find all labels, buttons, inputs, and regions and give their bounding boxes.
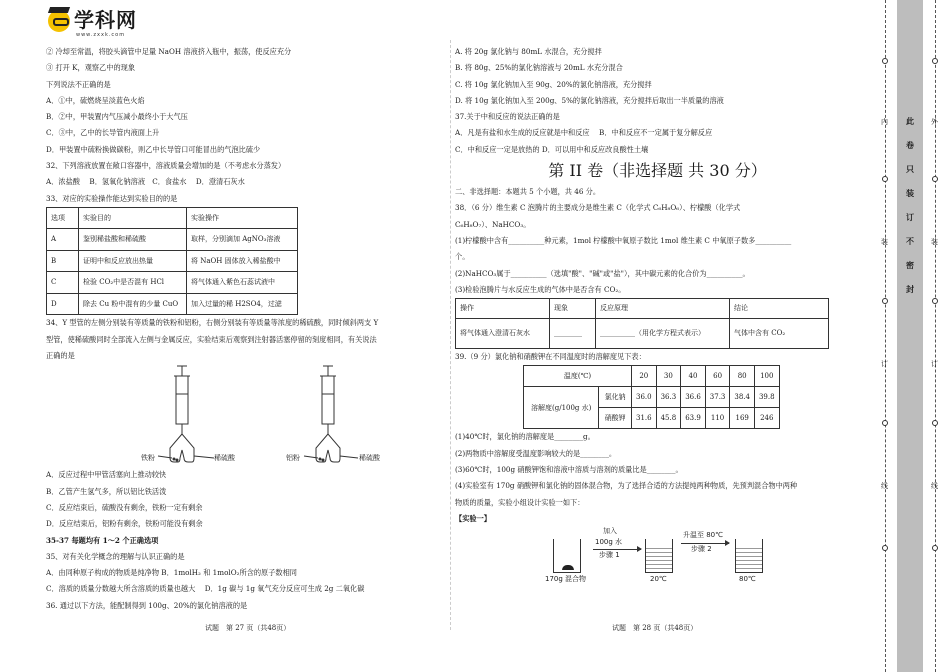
table-cell: 246 — [754, 408, 779, 429]
table-cell: __________（用化学方程式表示） — [596, 319, 730, 349]
inner-label: 订 — [881, 360, 888, 368]
logo-name: 学科网 — [74, 8, 137, 32]
text-line: 型管，使稀硫酸同时全部流入左侧与金属反应，实验结束后观察到注射器活塞停留的刻度相同，有关说法 — [46, 334, 377, 344]
inner-label: 内 — [881, 118, 888, 126]
water-fill — [736, 548, 762, 572]
table-cell: 加入过量的稀 H2SO4，过滤 — [187, 293, 298, 315]
iron-powder-label: 铁粉 — [141, 454, 155, 463]
text-line: 32、下列溶液放置在敞口容器中，溶液质量会增加的是（不考虑水分蒸发） — [46, 161, 286, 171]
text-line: C．溶质的质量分数越大所含溶质的质量也越大 D．1g 碳与 1g 氧气充分反应可生成 2g 二氧化碳 — [46, 584, 365, 594]
table-cell: 将 NaOH 固体放入稀盐酸中 — [187, 250, 298, 272]
table-cell: 20 — [632, 366, 657, 387]
text-line: A．浓盐酸 B．氢氧化钠溶液 C．食盐水 D．澄清石灰水 — [46, 177, 245, 187]
text-line: (3)60℃时，100g 硝酸钾饱和溶液中溶质与溶剂的质量比是________。 — [455, 465, 683, 475]
text-line: A．由同种原子构成的物质是纯净物 B．1molH₂ 和 1molO₂所含的原子数相同 — [46, 568, 297, 578]
text-line: C．反应结束后，硫酸没有剩余，铁粉一定有剩余 — [46, 502, 203, 512]
step1-label: 步骤 1 — [599, 551, 620, 560]
text-line: D．反应结束后，铝粉有剩余，铁粉可能没有剩余 — [46, 519, 203, 529]
table-cell: 60 — [705, 366, 730, 387]
table-cell: C — [47, 272, 79, 294]
right-column — [455, 44, 860, 587]
mixture-label: 170g 混合物 — [545, 575, 587, 584]
table-cell: B — [47, 250, 79, 272]
logo-url: www.zxxk.com — [76, 32, 126, 38]
text-line: (4)实验室有 170g 硝酸钾和氯化钠的固体混合物，为了选择合适的方法提纯两种物质，先预判混合物中两种 — [455, 481, 798, 491]
table-cell: 36.3 — [656, 387, 681, 408]
text-line: A. 将 20g 氯化钠与 80mL 水混合，充分搅拌 — [455, 47, 602, 56]
outer-binding-line — [935, 0, 936, 672]
beaker-20c — [645, 539, 673, 573]
table-row — [47, 293, 298, 315]
text-line: C．中和反应一定是放热的 D．可以用中和反应改良酸性土壤 — [455, 144, 649, 154]
acid-label: 稀硫酸 — [359, 454, 380, 463]
y-tube-diagram — [46, 364, 446, 467]
table-header: 选项 — [47, 207, 79, 229]
table-cell: 气体中含有 CO₂ — [730, 319, 829, 349]
table-cell: 169 — [730, 408, 755, 429]
table-cell: 45.8 — [656, 408, 681, 429]
water-fill — [646, 548, 672, 572]
text-line: 36. 通过以下方法，能配制得到 100g、20%的氯化钠溶液的是 — [46, 600, 248, 610]
arrowhead-icon — [637, 546, 642, 552]
seal-char: 只 — [906, 164, 914, 174]
table-header: 操作 — [456, 299, 550, 319]
step2-top-label: 升温至 80℃ — [683, 531, 723, 540]
table-cell: 80 — [730, 366, 755, 387]
temp2-label: 80℃ — [739, 575, 756, 584]
seal-char: 此 — [906, 116, 914, 126]
text-line: (1)40℃时，氯化钠的溶解度是________g。 — [455, 432, 595, 442]
table-header: 现象 — [550, 299, 596, 319]
left-column — [46, 44, 446, 614]
table-row — [47, 272, 298, 294]
table-cell: 30 — [656, 366, 681, 387]
text-line: C．③中，乙中的长导管内液面上升 — [46, 128, 160, 138]
table-cell: 取样，分别滴加 AgNO₃溶液 — [187, 229, 298, 251]
inner-label: 线 — [881, 482, 888, 490]
binding-hole-icon — [932, 58, 938, 64]
text-line: 33、对应的实验操作能达到实验目的的是 — [46, 193, 178, 203]
binding-hole-icon — [882, 298, 888, 304]
experiment-figure — [455, 527, 860, 587]
table-cell: 除去 Cu 粉中混有的少量 CuO — [79, 293, 187, 315]
table-cell: 证明中和反应放出热量 — [79, 250, 187, 272]
beaker-80c — [735, 539, 763, 573]
table-cell: 100 — [754, 366, 779, 387]
group-heading: 35-37 每题均有 1～2 个正确选项 — [46, 535, 159, 545]
step2-label: 步骤 2 — [691, 545, 712, 554]
table-row — [524, 366, 780, 387]
text-line: 34、Y 型管的左侧分别装有等质量的铁粉和铝粉，右侧分别装有等质量等浓度的稀硫酸，同时倾斜两支 Y — [46, 318, 379, 328]
table-header: 实验操作 — [187, 207, 298, 229]
table-cell: 39.8 — [754, 387, 779, 408]
seal-char: 装 — [906, 188, 914, 198]
outer-label: 装 — [931, 238, 938, 246]
text-line: B. 将 80g、25%的氯化钠溶液与 20mL 水充分混合 — [455, 63, 623, 73]
table-row — [47, 250, 298, 272]
text-line: (1)柠檬酸中含有__________种元素，1mol 柠檬酸中氧原子数比 1mol 维生素 C 中氧原子数多__________ — [455, 235, 792, 245]
text-line: B．②中，甲装置内气压减小最终小于大气压 — [46, 112, 188, 122]
binding-hole-icon — [882, 420, 888, 426]
text-line: (2)NaHCO₃属于__________（选填"酸"、"碱"或"盐"），其中碳元素的化合价为__________。 — [455, 268, 750, 278]
text-line: B．乙管产生氢气多，所以铝比铁活泼 — [46, 486, 167, 496]
binding-hole-icon — [932, 545, 938, 551]
text-line: D．甲装置中硫粉换做碳粉，则乙中长导管口可能冒出的气泡比硫少 — [46, 144, 261, 154]
table-header: 溶解度(g/100g 水) — [524, 387, 599, 429]
table-cell: 38.4 — [730, 387, 755, 408]
seal-char: 封 — [906, 284, 914, 294]
logo-cap-icon — [48, 10, 70, 32]
seal-char: 密 — [906, 260, 914, 270]
table-cell: 鉴别稀盐酸和稀硫酸 — [79, 229, 187, 251]
binding-hole-icon — [932, 420, 938, 426]
text-line: C. 将 10g 氯化钠加入至 90g、20%的氯化钠溶液，充分搅拌 — [455, 79, 652, 89]
inner-binding-line — [885, 0, 886, 672]
column-divider — [450, 40, 451, 630]
outer-label: 线 — [931, 482, 938, 490]
text-line: A．反应过程中甲管活塞向上推动较快 — [46, 470, 167, 480]
table-row — [47, 229, 298, 251]
temp1-label: 20℃ — [650, 575, 667, 584]
text-line: 39.（9 分）氯化钠和硝酸钾在不同温度时的溶解度见下表： — [455, 352, 646, 362]
text-line: D. 将 10g 氯化钠加入至 200g、5%的氯化钠溶液，充分搅拌后取出一半质量的溶液 — [455, 95, 724, 105]
text-line: (2)两物质中溶解度受温度影响较大的是________。 — [455, 448, 617, 458]
table-cell: 110 — [705, 408, 730, 429]
table-cell: 37.3 — [705, 387, 730, 408]
table-cell: A — [47, 229, 79, 251]
seal-strip — [897, 0, 923, 672]
step1-mid-label: 100g 水 — [595, 538, 623, 547]
text-line: A．①中，硫燃烧呈淡蓝色火焰 — [46, 95, 145, 105]
section-intro: 二、非选择题：本题共 5 个小题，共 46 分。 — [455, 187, 601, 197]
text-line: A．凡是有盐和水生成的反应就是中和反应 B．中和反应不一定属于复分解反应 — [455, 128, 713, 138]
binding-hole-icon — [882, 176, 888, 182]
text-line: (3)检验泡腾片与水反应生成的气体中是否含有 CO₂。 — [455, 284, 626, 294]
solubility-table — [523, 365, 780, 429]
binding-hole-icon — [932, 176, 938, 182]
table-cell: 硝酸钾 — [599, 408, 632, 429]
outer-label: 订 — [931, 360, 938, 368]
q38-table — [455, 298, 829, 349]
table-header-row — [47, 207, 298, 229]
acid-label: 稀硫酸 — [214, 454, 235, 463]
table-header: 结论 — [730, 299, 829, 319]
table-cell: D — [47, 293, 79, 315]
table-header: 反应原理 — [596, 299, 730, 319]
table-cell: 36.6 — [681, 387, 706, 408]
y-tube-apparatus-figure — [46, 364, 446, 467]
binding-hole-icon — [932, 298, 938, 304]
table-cell: 将气体通入澄清石灰水 — [456, 319, 550, 349]
binding-hole-icon — [882, 545, 888, 551]
table-cell: 36.0 — [632, 387, 657, 408]
text-line: 37.关于中和反应的说法正确的是 — [455, 112, 560, 122]
text-line: 35、对有关化学概念的理解与认识正确的是 — [46, 551, 185, 561]
text-line: ③ 打开 K，观察乙中的现象 — [46, 63, 136, 73]
site-logo — [48, 8, 137, 38]
table-cell: 检验 CO₂中是否混有 HCl — [79, 272, 187, 294]
binding-hole-icon — [882, 58, 888, 64]
solid-mixture-icon — [562, 565, 574, 570]
seal-char: 卷 — [906, 140, 914, 150]
table-cell: 63.9 — [681, 408, 706, 429]
table-header: 温度(℃) — [524, 366, 632, 387]
text-line: 下列说法不正确的是 — [46, 79, 111, 89]
inner-label: 装 — [881, 238, 888, 246]
page-footer-right: 试题 第 28 页（共48页） — [612, 624, 698, 632]
step1-top-label: 加入 — [603, 527, 617, 536]
text-line: 个。 — [455, 252, 470, 262]
beaker-mixture — [553, 539, 581, 573]
table-cell: 31.6 — [632, 408, 657, 429]
seal-char: 订 — [906, 212, 914, 222]
table-row — [456, 319, 829, 349]
page-footer-left: 试题 第 27 页（共48页） — [205, 624, 291, 632]
table-header-row — [456, 299, 829, 319]
table-cell: 40 — [681, 366, 706, 387]
text-line: ② 冷却至常温，将胶头滴管中足量 NaOH 溶液挤入瓶中，振荡，使反应充分 — [46, 47, 292, 56]
aluminum-powder-label: 铝粉 — [286, 454, 300, 463]
text-line: 物质的质量，实验小组设计实验一如下： — [455, 497, 585, 507]
experiment-heading: 【实验一】 — [455, 513, 491, 523]
table-cell: 氯化钠 — [599, 387, 632, 408]
q33-table — [46, 207, 298, 316]
section-title: 第 II 卷（非选择题 共 30 分） — [548, 161, 767, 181]
table-header: 实验目的 — [79, 207, 187, 229]
text-line: 正确的是 — [46, 351, 75, 361]
seal-char: 不 — [906, 236, 914, 246]
table-row — [524, 387, 780, 408]
text-line: 38．（6 分）维生素 C 泡腾片的主要成分是维生素 C（化学式 C₆H₈O₆）、柠檬酸（化学式 — [455, 203, 741, 213]
text-line: C₆H₈O₇）、NaHCO₃。 — [455, 219, 531, 229]
outer-label: 外 — [931, 118, 938, 126]
table-cell: 将气体通入紫色石蕊试液中 — [187, 272, 298, 294]
table-cell: ________ — [550, 319, 596, 349]
arrowhead-icon — [725, 540, 730, 546]
